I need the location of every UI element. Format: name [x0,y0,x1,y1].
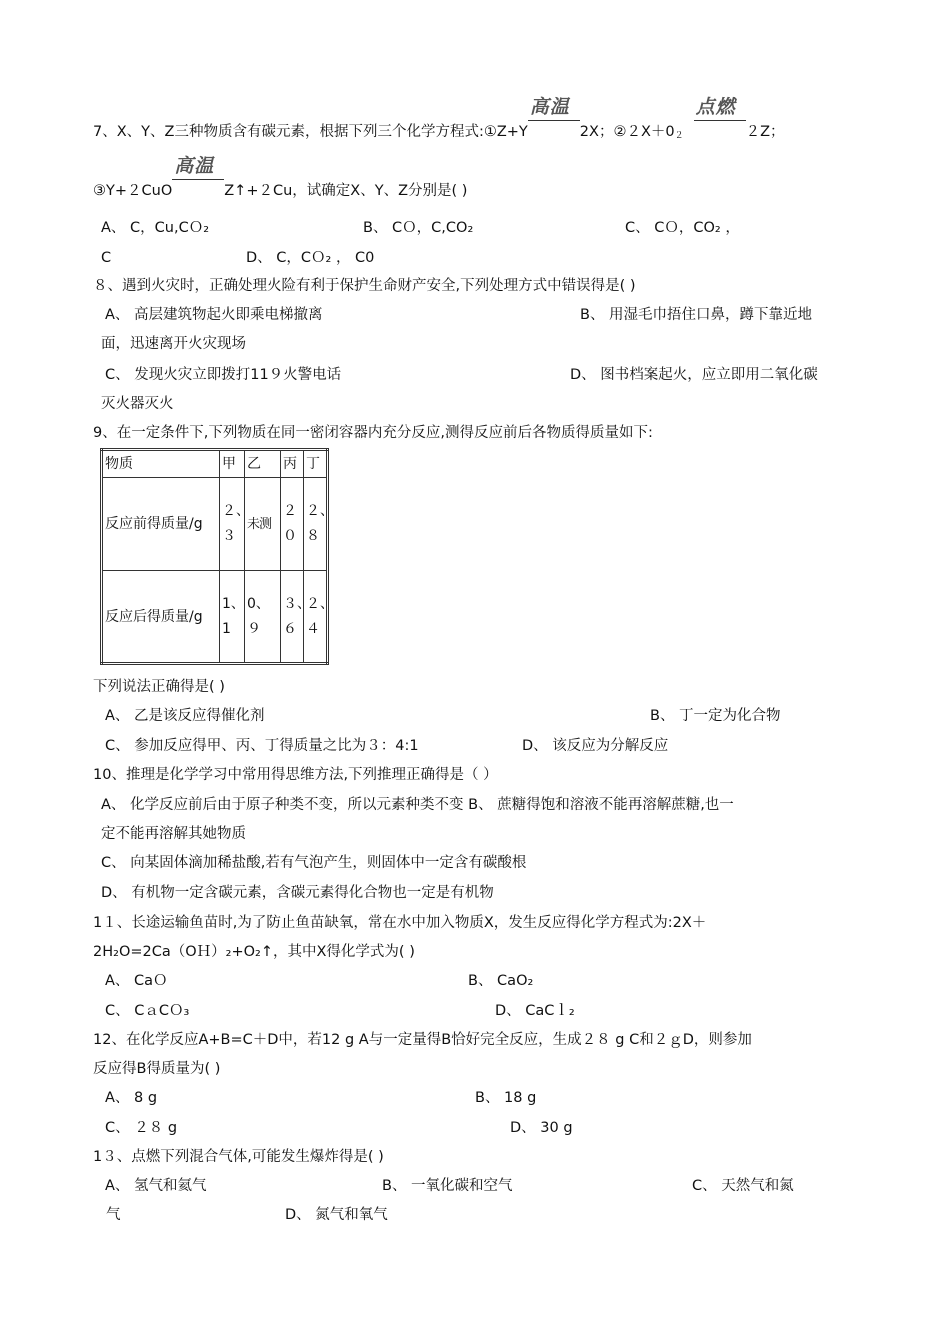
reaction-arrow-line [694,120,746,121]
q12-option-b: B、 18 g [475,1090,537,1106]
table-header-cell: 物质 [102,450,220,478]
condition-label: 高温 [529,96,570,118]
q7-text-4: ③Y+２CuO [93,183,173,199]
row-label: 反应后得质量/g [105,608,203,625]
reaction-arrow-line [528,120,580,121]
q13-option-b: B、 一氧化碳和空气 [382,1178,513,1194]
q8-option-d-cont: 灭火器灭火 [101,396,174,412]
q7-text-1: 7、X、Y、Z三种物质含有碳元素，根据下列三个化学方程式:①Z+Y [93,124,528,140]
cell-value: ２、３ [222,503,250,544]
q10-stem: 10、推理是化学学习中常用得思维方法,下列推理正确得是（ ） [93,767,498,783]
table-cell [245,478,281,571]
table-row [102,571,328,664]
reaction-condition-high-temp [528,96,580,136]
q8-option-c: C、 发现火灾立即拨打11９火警电话 [105,367,342,383]
q11-stem-1: 1１、长途运输鱼苗时,为了防止鱼苗缺氧，常在水中加入物质X，发生反应得化学方程式为:2X＋ [93,915,707,931]
q7-text-3: ２Z； [745,124,785,140]
table-cell [220,571,245,664]
table-cell [245,571,281,664]
reaction-arrow-line [172,179,224,180]
q11-option-a: A、 CaＯ [105,973,168,989]
table-header-cell: 丙 [281,450,304,478]
q13-option-d: D、 氮气和氧气 [285,1207,388,1223]
q8-option-b-cont: 面，迅速离开火灾现场 [101,336,246,352]
q8-stem: ８、遇到火灾时，正确处理火险有利于保护生命财产安全,下列处理方式中错误得是( ) [93,278,636,294]
q12-option-c: C、 ２８ g [105,1120,178,1136]
q7-text-2: 2X；②２X＋0 [579,124,675,140]
q7-option-c-cont: C [101,250,112,266]
q13-option-a: A、 氢气和氦气 [105,1178,207,1194]
q8-option-d: D、 图书档案起火，应立即用二氧化碳 [570,367,818,383]
q7-line2 [93,155,468,201]
cell-value: 0、９ [247,595,270,637]
q7-line1 [93,96,785,146]
q9-option-c: C、 参加反应得甲、丙、丁得质量之比为３：4:1 [105,738,419,754]
mass-table [100,448,334,665]
q7-option-a: A、 C，Cu,CＯ₂ [101,220,210,236]
table-row [102,478,328,571]
q11-option-c: C、 CａCＯ₃ [105,1003,190,1019]
row-label: 反应前得质量/g [105,516,203,532]
q13-option-c-cont: 气 [106,1207,121,1223]
cell-value: ３、６ [283,595,311,637]
table-header-cell: 甲 [220,450,245,478]
q8-option-b: B、 用湿毛巾捂住口鼻，蹲下靠近地 [580,307,813,323]
reaction-condition-high-temp [172,155,224,195]
cell-value: ２、８ [306,503,334,544]
table-cell [220,478,250,571]
q10-option-d: D、 有机物一定含碳元素，含碳元素得化合物也一定是有机物 [101,885,494,901]
table-header-row [102,450,328,478]
q13-option-c: C、 天然气和氮 [692,1178,794,1194]
cell-value: ２０ [283,503,297,544]
q12-stem-2: 反应得B得质量为( ) [93,1061,221,1077]
subscript: ２ [674,131,684,141]
condition-label: 高温 [174,155,215,177]
cell-value: 1、1 [222,595,245,637]
cell-value: ２、４ [306,595,334,637]
table-header-cell: 丁 [304,450,328,478]
q7-option-c: C、 CＯ，CO₂ ， [625,220,740,236]
q10-option-a: A、 化学反应前后由于原子种类不变，所以元素种类不变 B、 蔗糖得饱和溶液不能再溶解蔗糖,也一 [101,797,734,813]
table-cell [102,571,220,664]
table-cell [304,571,334,664]
q9-option-d: D、 该反应为分解反应 [522,738,669,754]
q7-option-b: B、 CＯ，C,CO₂ [363,220,474,236]
q12-stem-1: 12、在化学反应A+B=C＋D中，若12 g A与一定量得B恰好完全反应，生成２８ g C和２ｇD，则参加 [93,1032,752,1048]
q7-option-d: D、 C，CＯ₂ ， C0 [246,250,375,266]
table-cell [102,478,220,571]
q9-question: 下列说法正确得是( ) [93,679,225,695]
q7-text-5: Z↑+２Cu，试确定X、Y、Z分别是( ) [224,183,468,199]
table-cell [281,571,311,664]
q12-option-d: D、 30 g [510,1120,573,1136]
q11-option-d: D、 CaCｌ₂ [495,1003,575,1019]
table-header-cell: 乙 [245,450,281,478]
q10-option-b-cont: 定不能再溶解其她物质 [101,826,246,842]
q11-option-b: B、 CaO₂ [468,973,534,989]
q13-stem: 1３、点燃下列混合气体,可能发生爆炸得是( ) [93,1149,384,1165]
q9-option-a: A、 乙是该反应得催化剂 [105,708,265,724]
q10-option-c: C、 向某固体滴加稀盐酸,若有气泡产生，则固体中一定含有碳酸根 [101,855,527,871]
cell-value: 未测 [247,516,272,532]
q12-option-a: A、 8 g [105,1090,158,1106]
q9-option-b: B、 丁一定为化合物 [650,708,781,724]
table-cell [281,478,304,571]
q8-option-a: A、 高层建筑物起火即乘电梯撤离 [105,307,323,323]
table-cell [304,478,334,571]
condition-label: 点燃 [695,96,736,118]
q9-stem: 9、在一定条件下,下列物质在同一密闭容器内充分反应,测得反应前后各物质得质量如下: [93,425,653,441]
q11-stem-2: 2H₂O=2Ca（OＨ）₂+O₂↑，其中X得化学式为( ) [93,944,415,960]
reaction-condition-ignite [694,96,746,136]
